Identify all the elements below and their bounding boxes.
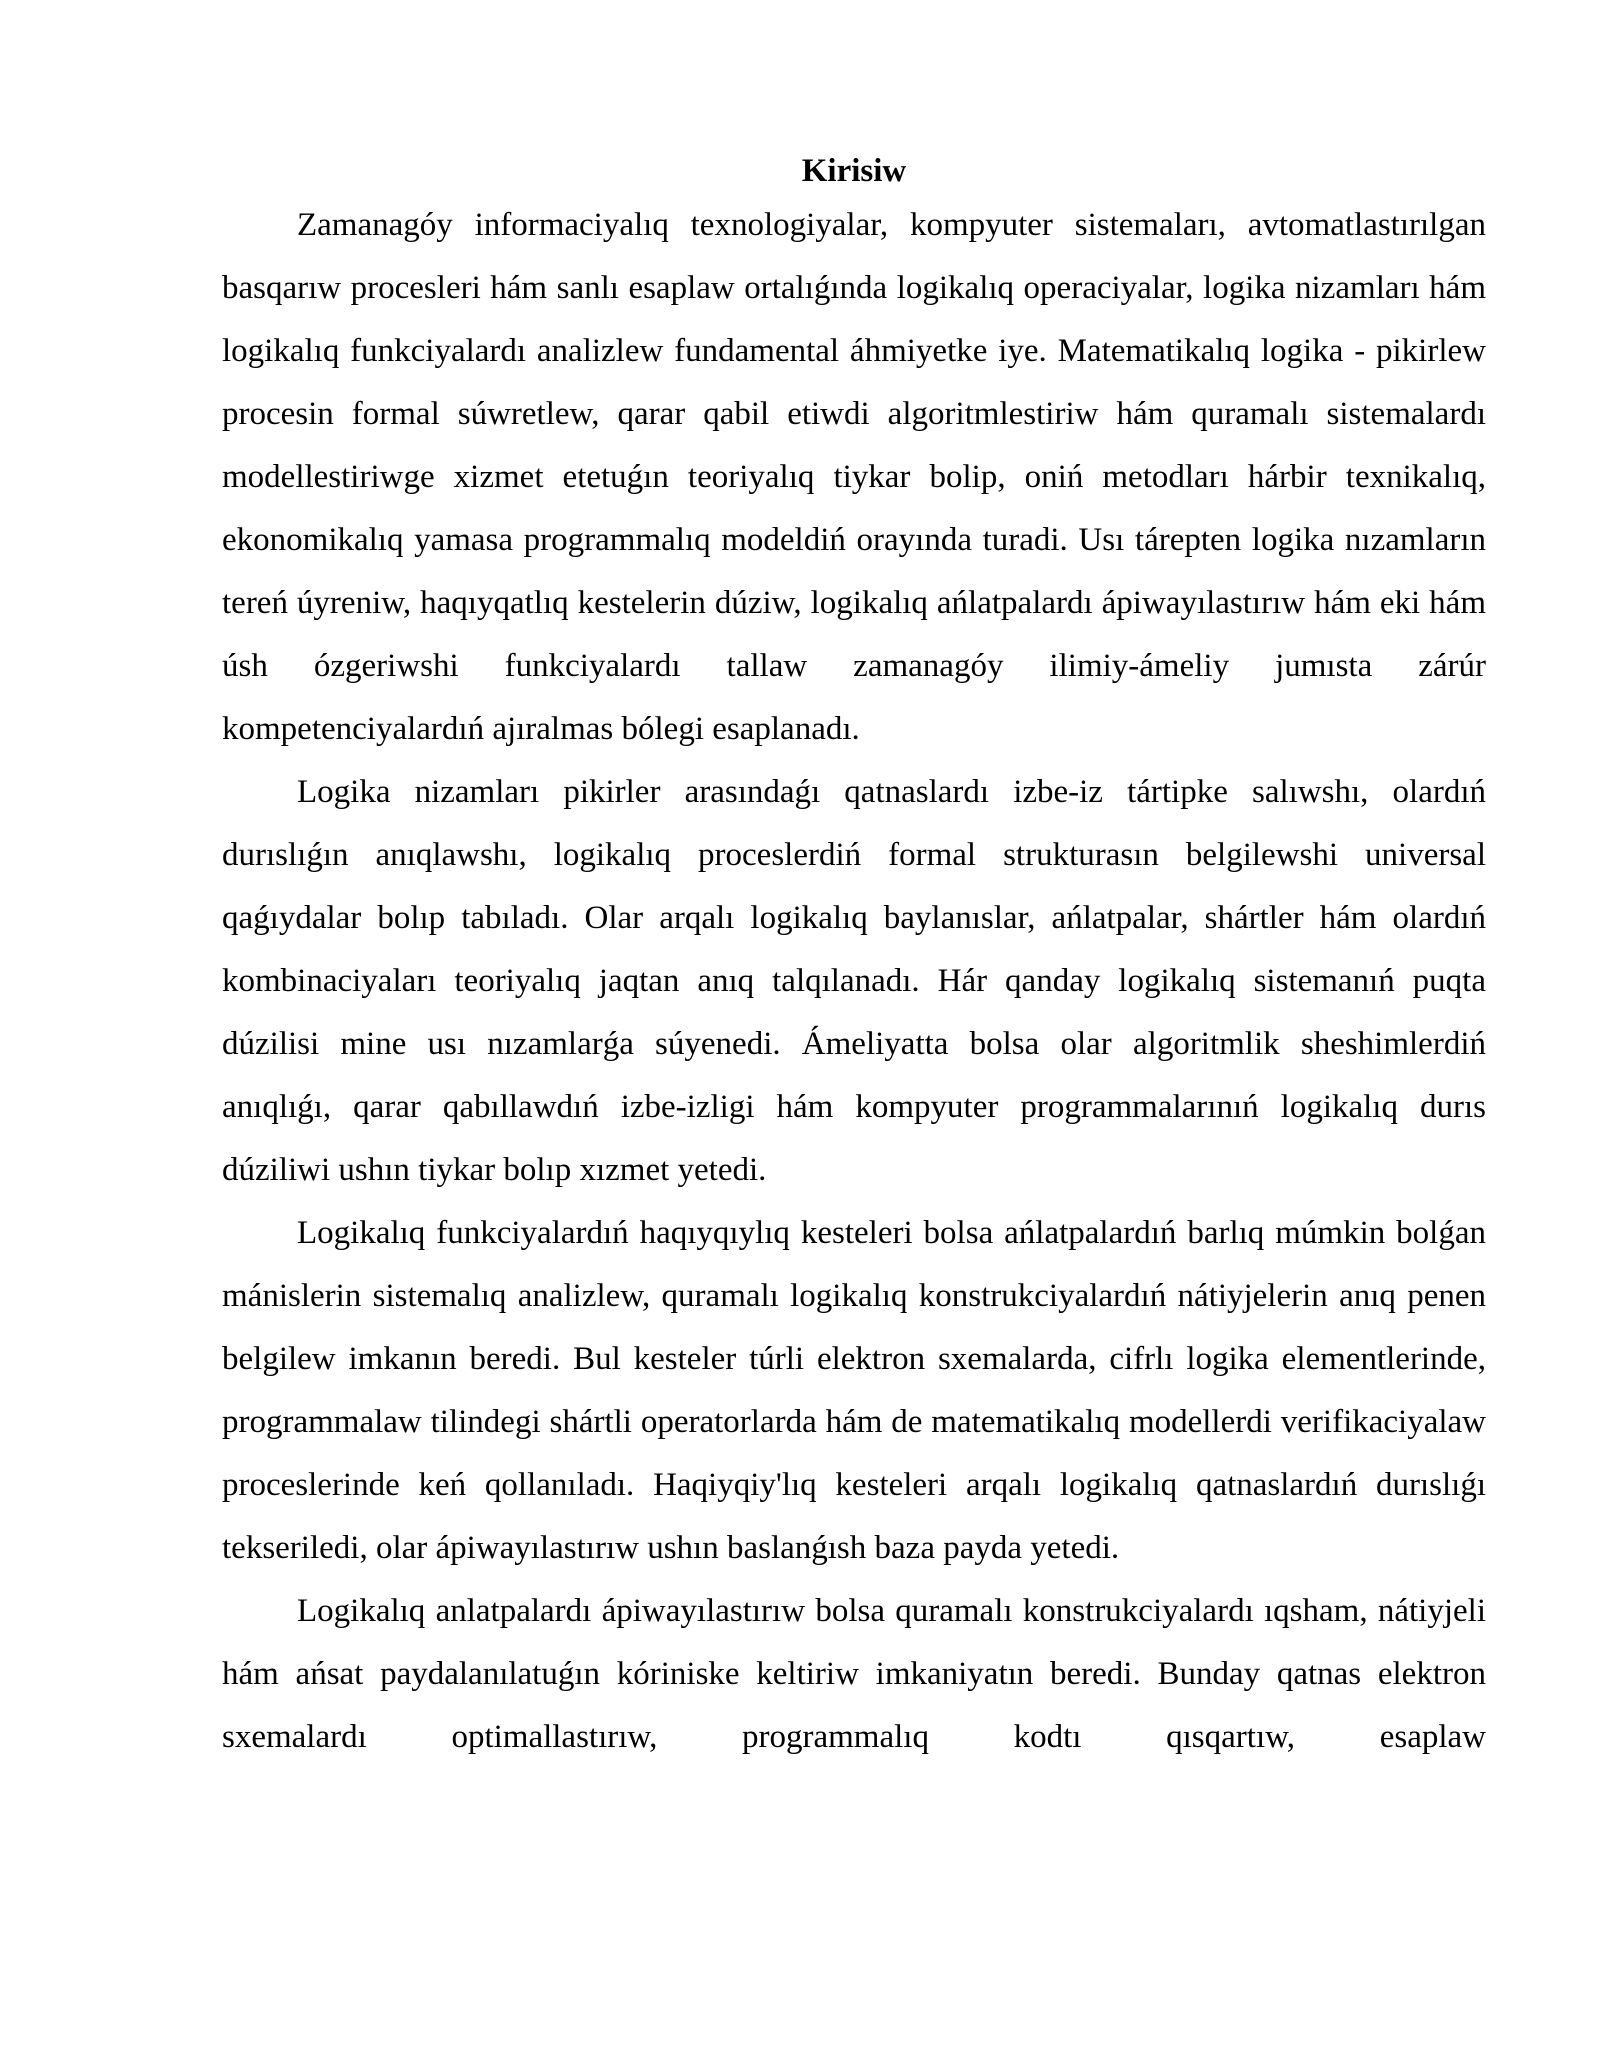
paragraph-2: Logika nizamları pikirler arasındaǵı qatnaslardı izbe-iz tártipke salıwshı, olardıń durıslıǵın anıqlawshı, logikalıq proceslerdiń formal strukturasın belgilewshi universal qaǵıydalar bolıp tabıladı. Olar arqalı logikalıq baylanıslar, ańlatpalar, shártler hám olardıń kombinaciyaları teoriyalıq jaqtan anıq talqılanadı. Hár qanday logikalıq sistemanıń puqta dúzilisi mine usı nızamlarǵa súyenedi. Ámeliyatta bolsa olar algoritmlik sheshimlerdiń anıqlıǵı, qarar qabıllawdıń izbe-izligi hám kompyuter programmalarınıń logikalıq durıs dúziliwi ushın tiykar bolıp xızmet yetedi. xyxy=(222,774,1486,1188)
paragraph-3: Logikalıq funkciyalardıń haqıyqıylıq kesteleri bolsa ańlatpalardıń barlıq múmkin bolǵan mánislerin sistemalıq analizlew, quramalı logikalıq konstrukciyalardıń nátiyjelerin anıq penen belgilew imkanın beredi. Bul kesteler túrli elektron sxemalarda, cifrlı logika elementlerinde, programmalaw tilindegi shártli operatorlarda hám de matematikalıq modellerdi verifikaciyalaw proceslerinde keń qollanıladı. Haqiyqiy'lıq kesteleri arqalı logikalıq qatnaslardıń durıslıǵı tekseriledi, olar ápiwayılastırıw ushın baslanǵısh baza payda yetedi. xyxy=(222,1215,1486,1566)
document-page xyxy=(222,148,1486,1769)
paragraph-1: Zamanagóy informaciyalıq texnologiyalar, kompyuter sistemaları, avtomatlastırılgan basqarıw procesleri hám sanlı esaplaw ortalıǵında logikalıq operaciyalar, logika nizamları hám logikalıq funkciyalardı analizlew fundamental áhmiyetke iye. Matematikalıq logika - pikirlew procesin formal súwretlew, qarar qabil etiwdi algoritmlestiriw hám quramalı sistemalardı modellestiriwge xizmet etetuǵın teoriyalıq tiykar bolip, oniń metodları hárbir texnikalıq, ekonomikalıq yamasa programmalıq modeldiń orayında turadi. Usı tárepten logika nızamların tereń úyreniw, haqıyqatlıq kestelerin dúziw, logikalıq ańlatpalardı ápiwayılastırıw hám eki hám úsh ózgeriwshi funkciyalardı tallaw zamanagóy ilimiy-ámeliy jumısta zárúr kompetenciyalardıń ajıralmas bólegi esaplanadı. xyxy=(222,207,1486,747)
paragraph-4: Logikalıq anlatpalardı ápiwayılastırıw bolsa quramalı konstrukciyalardı ıqsham, nátiyjeli hám ańsat paydalanılatuǵın kóriniske keltiriw imkaniyatın beredi. Bunday qatnas elektron sxemalardı optimallastırıw, programmalıq kodtı qısqartıw, esaplaw xyxy=(222,1593,1486,1755)
document-title: Kirisiw xyxy=(801,153,907,189)
